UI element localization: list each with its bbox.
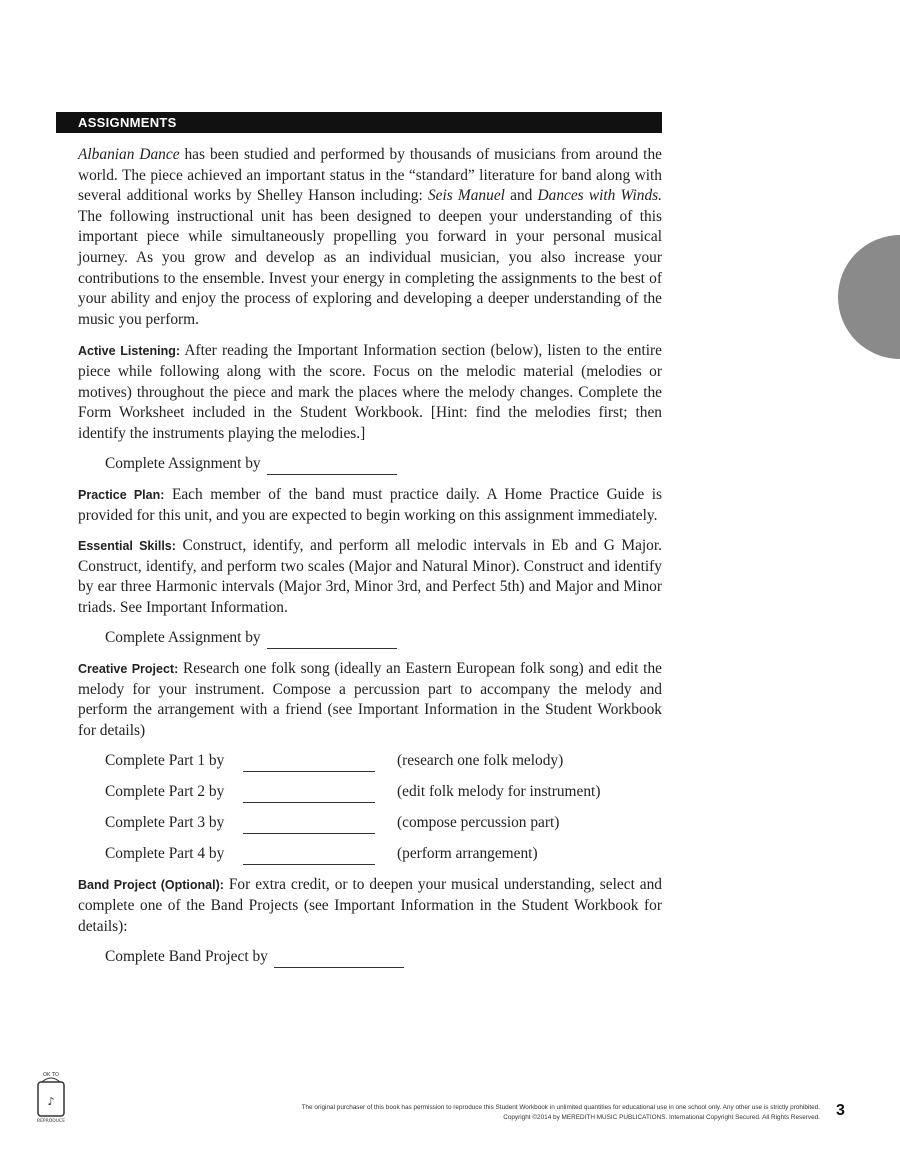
section-header: ASSIGNMENTS bbox=[56, 112, 662, 133]
intro-text-2: and bbox=[504, 187, 538, 205]
part-label: Complete Part 4 by bbox=[105, 845, 225, 863]
creative-project-parts bbox=[56, 751, 662, 865]
part-row bbox=[56, 844, 662, 865]
due-date-field[interactable] bbox=[267, 460, 397, 475]
complete-label: Complete Assignment by bbox=[105, 455, 261, 473]
intro-paragraph bbox=[56, 145, 662, 330]
page-number: 3 bbox=[836, 1102, 845, 1119]
part-label: Complete Part 2 by bbox=[105, 783, 225, 801]
due-date-field[interactable] bbox=[274, 953, 404, 968]
part-label: Complete Part 1 by bbox=[105, 752, 225, 770]
complete-label: Complete Band Project by bbox=[105, 948, 268, 966]
intro-text-3: The following instructional unit has been designed to deepen your understanding of this important piece while simultaneously propelling you forward in your personal musical journey. As you grow and develop as an individual musician, you also increase your contributions to the ensemble. Invest your energy in completing the assignments to the best of your ability and enjoy the process of exploring and developing a deeper understanding of the music you perform. bbox=[78, 207, 662, 328]
band-project-label: Band Project (Optional): bbox=[78, 878, 224, 893]
svg-text:REPRODUCE: REPRODUCE bbox=[36, 1119, 66, 1124]
active-listening-paragraph bbox=[56, 341, 662, 444]
due-date-field[interactable] bbox=[267, 634, 397, 649]
band-project-paragraph bbox=[56, 875, 662, 937]
active-listening-text: After reading the Important Information section (below), listen to the entire piece while following along with the score. Focus on the melodic material (melodies or motives) throughout the piece and mark the places where the melody changes. Complete the Form Worksheet included in the Student Workbook. [Hint: find the melodies first; then identify the instruments playing the melodies.] bbox=[78, 342, 662, 442]
footer-line-2: Copyright ©2014 by MEREDITH MUSIC PUBLICATIONS. International Copyright Secured. All Rights Reserved. bbox=[503, 1114, 820, 1121]
part-note: (compose percussion part) bbox=[397, 814, 560, 832]
work-title-2: Dances with Winds. bbox=[537, 187, 663, 205]
due-date-field[interactable] bbox=[243, 788, 375, 803]
assignments-section bbox=[56, 112, 662, 968]
svg-text:♪: ♪ bbox=[47, 1095, 55, 1108]
essential-skills-label: Essential Skills: bbox=[78, 539, 176, 554]
part-row bbox=[56, 782, 662, 803]
band-project-text: For extra credit, or to deepen your musical understanding, select and complete one of the Band Projects (see Important Information in the Student Workbook for details): bbox=[78, 876, 663, 935]
footer-line-1: The original purchaser of this book has permission to reproduce this Student Workbook in unlimited quantities for educational use in one school only. Any other use is strictly prohibited. bbox=[301, 1104, 820, 1111]
part-row bbox=[56, 751, 662, 772]
part-note: (edit folk melody for instrument) bbox=[397, 783, 601, 801]
practice-plan-label: Practice Plan: bbox=[78, 487, 165, 502]
creative-project-label: Creative Project: bbox=[78, 662, 179, 677]
copyright-footer bbox=[60, 1103, 820, 1123]
part-note: (perform arrangement) bbox=[397, 845, 538, 863]
page-edge-tab bbox=[838, 235, 900, 359]
part-note: (research one folk melody) bbox=[397, 752, 564, 770]
creative-project-text: Research one folk song (ideally an Eastern European folk song) and edit the melody for your instrument. Compose a percussion part to accompany the melody and perform the arrangement with a friend (see Important Information in the Student Workbook for details) bbox=[78, 660, 662, 739]
complete-label: Complete Assignment by bbox=[105, 629, 261, 647]
creative-project-paragraph bbox=[56, 659, 662, 741]
due-date-field[interactable] bbox=[243, 850, 375, 865]
essential-skills-complete bbox=[56, 628, 662, 649]
piece-title: Albanian Dance bbox=[78, 146, 180, 163]
intro-text-1: has been studied and performed by thousands of musicians from around the world. The piece achieved an important status in the “standard” literature for band along with several additional works by Shelley Hanson including: bbox=[78, 146, 662, 205]
active-listening-complete bbox=[56, 454, 662, 475]
essential-skills-paragraph bbox=[56, 536, 662, 618]
part-row bbox=[56, 813, 662, 834]
active-listening-label: Active Listening: bbox=[78, 344, 181, 359]
part-label: Complete Part 3 by bbox=[105, 814, 225, 832]
due-date-field[interactable] bbox=[243, 819, 375, 834]
due-date-field[interactable] bbox=[243, 757, 375, 772]
practice-plan-paragraph bbox=[56, 485, 662, 526]
essential-skills-text: Construct, identify, and perform all melodic intervals in Eb and G Major. Construct, identify, and perform two scales (Major and Natural Minor). Construct and identify by ear three Harmonic intervals (Major 3rd, Minor 3rd, and Perfect 5th) and Major and Minor triads. See Important Information. bbox=[78, 537, 662, 616]
svg-text:OK TO: OK TO bbox=[43, 1072, 59, 1078]
work-title-1: Seis Manuel bbox=[427, 187, 505, 205]
band-project-complete bbox=[56, 947, 662, 968]
practice-plan-text: Each member of the band must practice daily. A Home Practice Guide is provided for this unit, and you are expected to begin working on this assignment immediately. bbox=[78, 485, 662, 524]
